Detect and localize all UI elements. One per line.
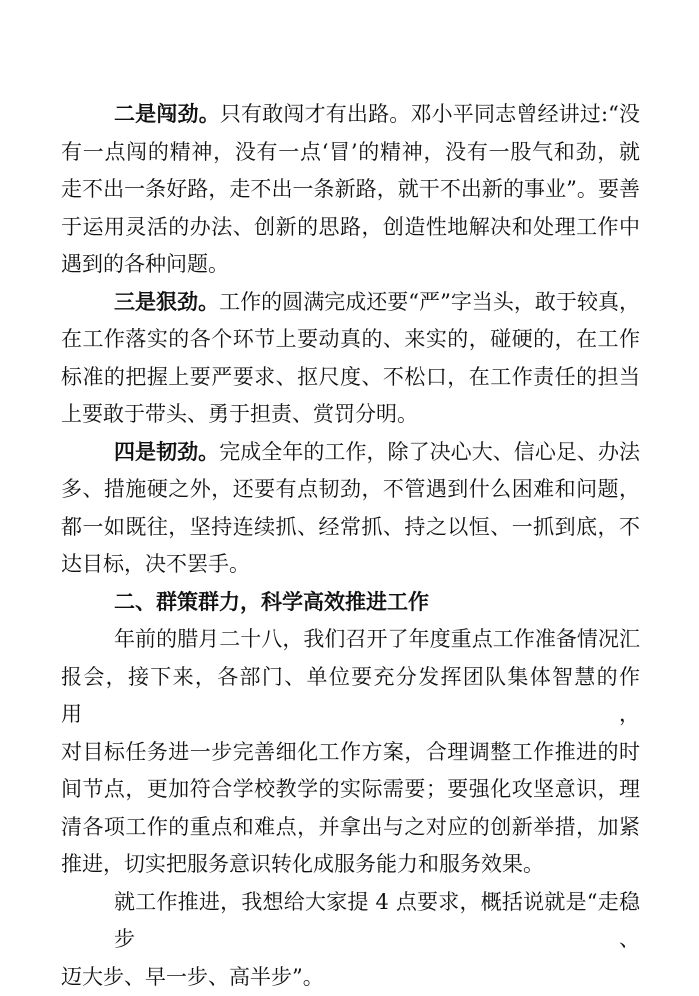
text-line: 推进，切实把服务意识转化成服务能力和服务效果。 — [61, 846, 640, 884]
text-line: 有一点闯的精神，没有一点‘冒’的精神，没有一股气和劲，就 — [61, 134, 640, 172]
text-line: 年前的腊月二十八，我们召开了年度重点工作准备情况汇 — [61, 621, 640, 659]
text-line: 报会，接下来，各部门、单位要充分发挥团队集体智慧的作用， — [61, 659, 640, 734]
paragraph-lead: 四是韧劲。 — [114, 440, 219, 464]
text-line: 走不出一条好路，走不出一条新路，就干不出新的事业”。要善 — [61, 171, 640, 209]
text-line-body: 工作的圆满完成还要“严”字当头，敢于较真， — [219, 290, 640, 314]
text-line: 对目标任务进一步完善细化工作方案，合理调整工作推进的时 — [61, 734, 640, 772]
text-line: 就工作推进，我想给大家提 4 点要求，概括说就是“走稳步、 — [61, 884, 640, 959]
text-line-body: 完成全年的工作，除了决心大、信心足、办法 — [219, 440, 640, 464]
document-page — [61, 96, 640, 996]
paragraph-lead: 二是闯劲。 — [114, 102, 220, 126]
paragraph-henjin — [61, 284, 640, 434]
text-line: 都一如既往，坚持连续抓、经常抓、持之以恒、一抓到底，不 — [61, 509, 640, 547]
text-line — [61, 434, 640, 472]
text-line: 于运用灵活的办法、创新的思路，创造性地解决和处理工作中 — [61, 209, 640, 247]
paragraph-lead: 三是狠劲。 — [114, 290, 219, 314]
text-line — [61, 96, 640, 134]
paragraph-renjin — [61, 434, 640, 584]
text-line: 多、措施硬之外，还要有点韧劲，不管遇到什么困难和问题， — [61, 471, 640, 509]
text-line-body: 只有敢闯才有出路。邓小平同志曾经讲过:“没 — [220, 102, 640, 126]
text-line: 达目标，决不罢手。 — [61, 546, 640, 584]
paragraph-work-meeting — [61, 621, 640, 884]
paragraph-four-requirements — [61, 884, 640, 996]
section-heading: 二、群策群力，科学高效推进工作 — [61, 584, 640, 622]
paragraph-chuangjin — [61, 96, 640, 284]
text-line: 遇到的各种问题。 — [61, 246, 640, 284]
text-line: 迈大步、早一步、高半步”。 — [61, 959, 640, 996]
text-line: 在工作落实的各个环节上要动真的、来实的，碰硬的，在工作 — [61, 321, 640, 359]
text-line: 间节点，更加符合学校教学的实际需要；要强化攻坚意识，理 — [61, 771, 640, 809]
text-line: 标准的把握上要严要求、抠尺度、不松口，在工作责任的担当 — [61, 359, 640, 397]
text-line — [61, 284, 640, 322]
text-line: 上要敢于带头、勇于担责、赏罚分明。 — [61, 396, 640, 434]
text-line: 清各项工作的重点和难点，并拿出与之对应的创新举措，加紧 — [61, 809, 640, 847]
